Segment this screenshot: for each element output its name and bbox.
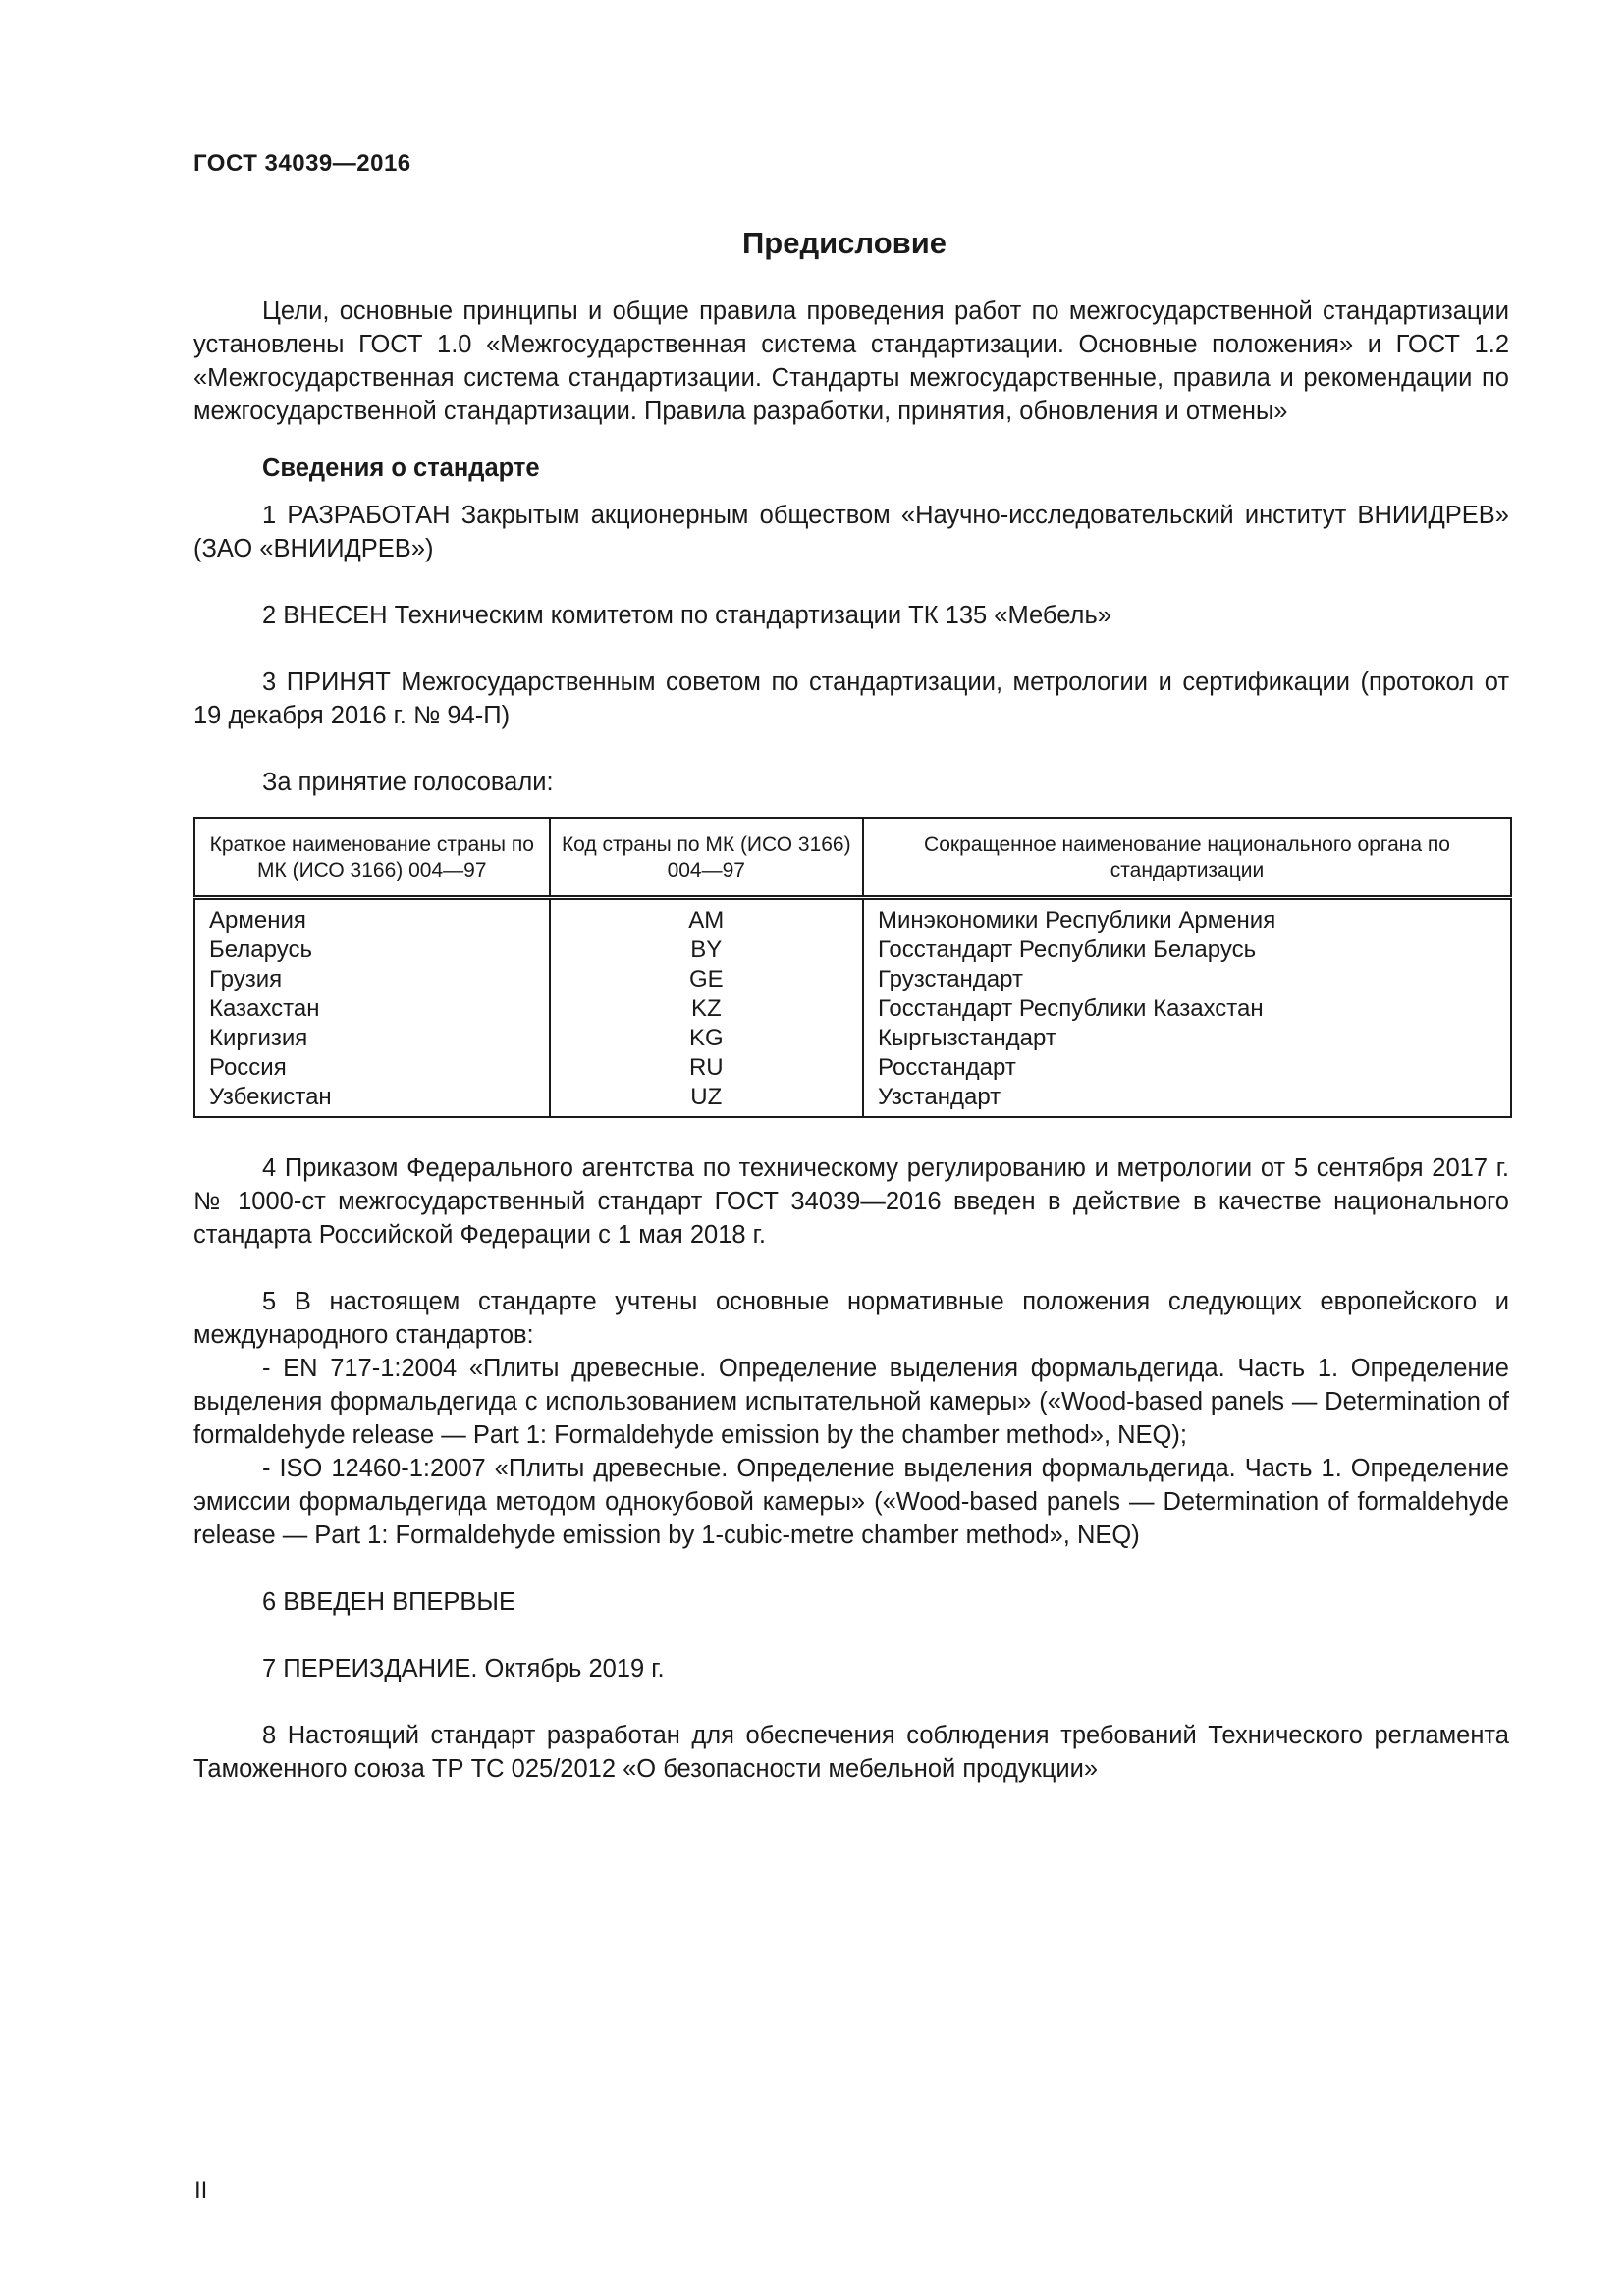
code-cell: BY bbox=[550, 935, 863, 965]
authority-cell: Минэкономики Республики Армения bbox=[863, 898, 1511, 936]
table-row bbox=[194, 965, 1511, 994]
intro-paragraph: Цели, основные принципы и общие правила проведения работ по межгосударственной стандартизации установлены ГОСТ 1.0 «Межгосударственная система стандартизации. Основные положения» и ГОСТ 1.2 «Межгосударственная система стандартизации. Стандарты межгосударственные, правила и рекомендации по межгосударственной стандартизации. Правила разработки, принятия, обновления и отмены» bbox=[193, 297, 1509, 425]
item-1-paragraph: 1 РАЗРАБОТАН Закрытым акционерным обществом «Научно-исследовательский институт ВНИИДРЕВ» (ЗАО «ВНИИДРЕВ») bbox=[193, 502, 1509, 562]
item-4-paragraph: 4 Приказом Федерального агентства по техническому регулированию и метрологии от 5 сентября 2017 г. № 1000-ст межгосударственный стандарт ГОСТ 34039—2016 введен в действие в качестве национального стандарта Российской Федерации с 1 мая 2018 г. bbox=[193, 1154, 1509, 1249]
table-row bbox=[194, 1083, 1511, 1117]
table-header-row bbox=[194, 818, 1511, 898]
voted-label: За принятие голосовали: bbox=[262, 769, 554, 796]
authority-cell: Росстандарт bbox=[863, 1053, 1511, 1083]
column-header-code: Код страны по МК (ИСО 3166) 004—97 bbox=[550, 818, 863, 898]
authority-cell: Узстандарт bbox=[863, 1083, 1511, 1117]
code-cell: UZ bbox=[550, 1083, 863, 1117]
authority-cell: Госстандарт Республики Казахстан bbox=[863, 994, 1511, 1024]
page-title: Предисловие bbox=[741, 226, 947, 260]
item-6-paragraph: 6 ВВЕДЕН ВПЕРВЫЕ bbox=[262, 1588, 516, 1616]
code-cell: AM bbox=[550, 898, 863, 936]
table-row bbox=[194, 1024, 1511, 1053]
authority-cell: Грузстандарт bbox=[863, 965, 1511, 994]
standard-info-heading: Сведения о стандарте bbox=[262, 454, 540, 482]
code-cell: KG bbox=[550, 1024, 863, 1053]
authority-cell: Кыргызстандарт bbox=[863, 1024, 1511, 1053]
item-3-paragraph: 3 ПРИНЯТ Межгосударственным советом по стандартизации, метрологии и сертификации (протокол от 19 декабря 2016 г. № 94-П) bbox=[193, 668, 1509, 729]
column-header-authority: Сокращенное наименование национального органа по стандартизации bbox=[863, 818, 1511, 898]
country-cell: Грузия bbox=[194, 965, 550, 994]
item-5-paragraph: 5 В настоящем стандарте учтены основные нормативные положения следующих европейского и международного стандартов: bbox=[193, 1288, 1509, 1349]
table-row bbox=[194, 935, 1511, 965]
item-8-paragraph: 8 Настоящий стандарт разработан для обеспечения соблюдения требований Технического регламента Таможенного союза ТР ТС 025/2012 «О безопасности мебельной продукции» bbox=[193, 1722, 1509, 1783]
country-cell: Казахстан bbox=[194, 994, 550, 1024]
item-5-en-reference: - EN 717-1:2004 «Плиты древесные. Определение выделения формальдегида. Часть 1. Определение выделения формальдегида с использованием испытательной камеры» («Wood-based panels — Determination of formaldehyde release — Part 1: Formaldehyde emission by the chamber method», NEQ); bbox=[193, 1355, 1509, 1449]
voting-table bbox=[193, 817, 1512, 1118]
country-cell: Армения bbox=[194, 898, 550, 936]
item-2-paragraph: 2 ВНЕСЕН Техническим комитетом по стандартизации ТК 135 «Мебель» bbox=[262, 602, 1111, 629]
code-cell: KZ bbox=[550, 994, 863, 1024]
document-id-header: ГОСТ 34039—2016 bbox=[193, 150, 411, 177]
code-cell: GE bbox=[550, 965, 863, 994]
country-cell: Узбекистан bbox=[194, 1083, 550, 1117]
table-row bbox=[194, 994, 1511, 1024]
authority-cell: Госстандарт Республики Беларусь bbox=[863, 935, 1511, 965]
country-cell: Беларусь bbox=[194, 935, 550, 965]
page-number: II bbox=[194, 2177, 208, 2204]
table-row bbox=[194, 1053, 1511, 1083]
column-header-country: Краткое наименование страны по МК (ИСО 3166) 004—97 bbox=[194, 818, 550, 898]
country-cell: Киргизия bbox=[194, 1024, 550, 1053]
code-cell: RU bbox=[550, 1053, 863, 1083]
country-cell: Россия bbox=[194, 1053, 550, 1083]
item-7-paragraph: 7 ПЕРЕИЗДАНИЕ. Октябрь 2019 г. bbox=[262, 1655, 665, 1682]
foreword-body bbox=[193, 294, 1509, 1786]
table-row bbox=[194, 898, 1511, 936]
item-5-iso-reference: - ISO 12460-1:2007 «Плиты древесные. Определение выделения формальдегида. Часть 1. Определение эмиссии формальдегида методом однокубовой камеры» («Wood-based panels — Determination of formaldehyde release — Part 1: Formaldehyde emission by 1-cubic-metre chamber method», NEQ) bbox=[193, 1455, 1509, 1549]
